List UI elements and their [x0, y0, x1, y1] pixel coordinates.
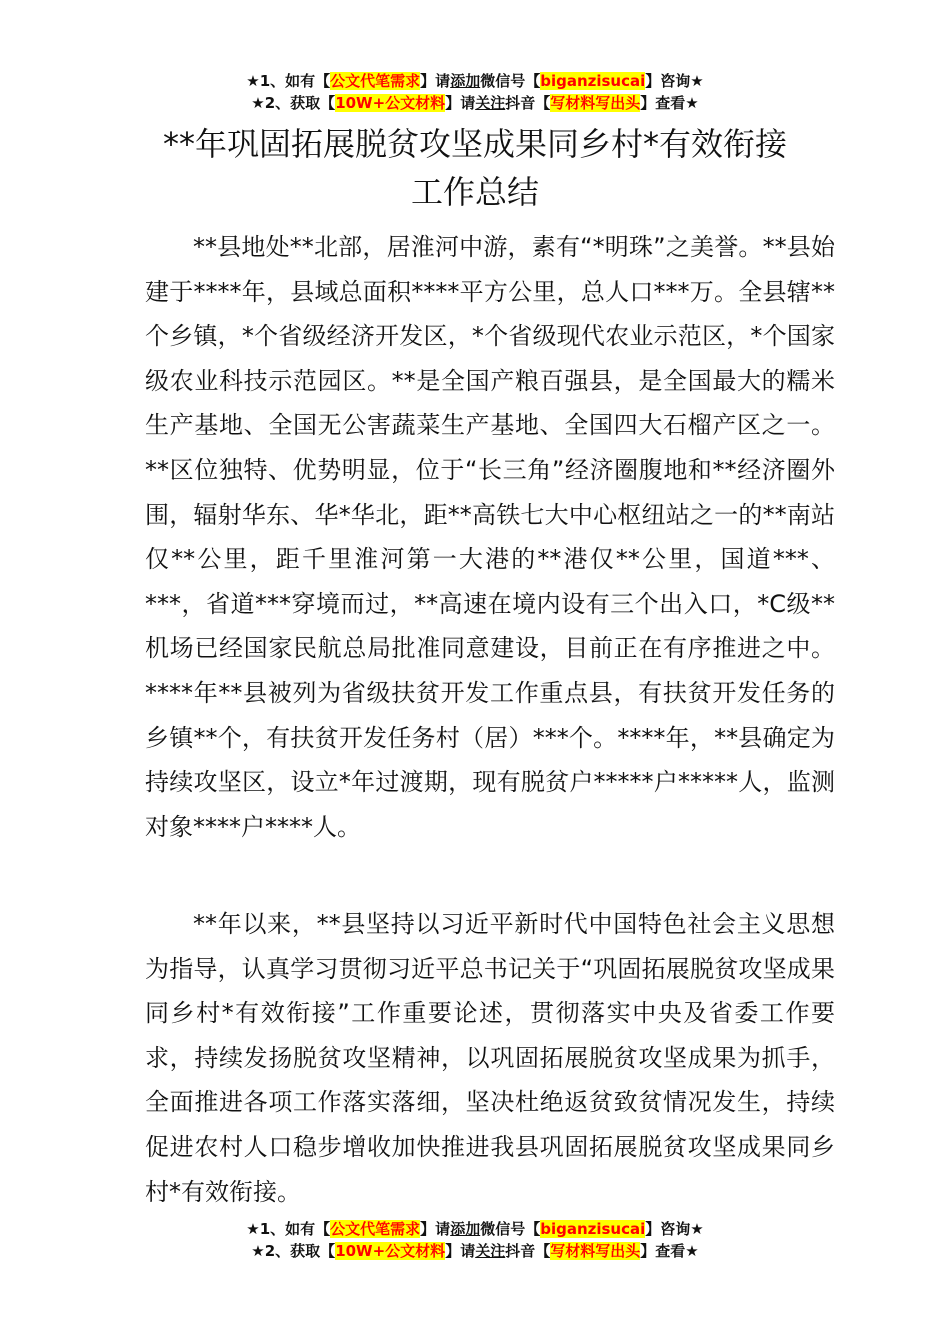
promo-line-2: ★2、获取【10W+公文材料】请关注抖音【写材料写出头】查看★ — [251, 1242, 699, 1260]
document-title — [95, 120, 855, 216]
underlined-add: 添加 — [450, 72, 481, 90]
title-line-1: **年巩固拓展脱贫攻坚成果同乡村*有效衔接 — [162, 125, 787, 163]
highlight-douyin-id: 写材料写出头 — [550, 1242, 641, 1260]
highlight-service: 公文代笔需求 — [330, 1220, 421, 1238]
body-paragraph-2-container — [145, 902, 835, 1214]
highlight-wechat-id: biganzisucai — [540, 1220, 646, 1238]
highlight-materials: 10W+公文材料 — [335, 94, 446, 112]
promo-banner-top — [0, 70, 950, 114]
promo-line-1: ★1、如有【公文代笔需求】请添加微信号【biganzisucai】咨询★ — [246, 72, 704, 90]
underlined-follow: 关注 — [475, 94, 506, 112]
promo-line-2: ★2、获取【10W+公文材料】请关注抖音【写材料写出头】查看★ — [251, 94, 699, 112]
body-paragraph: **年以来，**县坚持以习近平新时代中国特色社会主义思想为指导，认真学习贯彻习近平总书记关于“巩固拓展脱贫攻坚成果同乡村*有效衔接”工作重要论述，贯彻落实中央及省委工作要求，持续发扬脱贫攻坚精神，以巩固拓展脱贫攻坚成果为抓手，全面推进各项工作落实落细，坚决杜绝返贫致贫情况发生，持续促进农村人口稳步增收加快推进我县巩固拓展脱贫攻坚成果同乡村*有效衔接。 — [145, 910, 835, 1206]
title-line-2: 工作总结 — [410, 173, 539, 211]
body-paragraph-1-container — [145, 225, 835, 849]
highlight-service: 公文代笔需求 — [330, 72, 421, 90]
highlight-materials: 10W+公文材料 — [335, 1242, 446, 1260]
highlight-douyin-id: 写材料写出头 — [550, 94, 641, 112]
promo-banner-bottom — [0, 1218, 950, 1262]
promo-line-1: ★1、如有【公文代笔需求】请添加微信号【biganzisucai】咨询★ — [246, 1220, 704, 1238]
highlight-wechat-id: biganzisucai — [540, 72, 646, 90]
underlined-add: 添加 — [450, 1220, 481, 1238]
body-paragraph: **县地处**北部，居淮河中游，素有“*明珠”之美誉。**县始建于****年，县域总面积****平方公里，总人口***万。全县辖**个乡镇，*个省级经济开发区，*个省级现代农业示范区，*个国家级农业科技示范园区。**是全国产粮百强县，是全国最大的糯米生产基地、全国无公害蔬菜生产基地、全国四大石榴产区之一。**区位独特、优势明显，位于“长三角”经济圈腹地和**经济圈外围，辐射华东、华*华北，距**高铁七大中心枢纽站之一的**南站仅**公里，距千里淮河第一大港的**港仅**公里，国道***、***，省道***穿境而过，**高速在境内设有三个出入口，*C级**机场已经国家民航总局批准同意建设，目前正在有序推进之中。****年**县被列为省级扶贫开发工作重点县，有扶贫开发任务的乡镇**个，有扶贫开发任务村（居）***个。****年，**县确定为持续攻坚区，设立*年过渡期，现有脱贫户*****户*****人，监测对象****户****人。 — [145, 233, 835, 841]
underlined-follow: 关注 — [475, 1242, 506, 1260]
